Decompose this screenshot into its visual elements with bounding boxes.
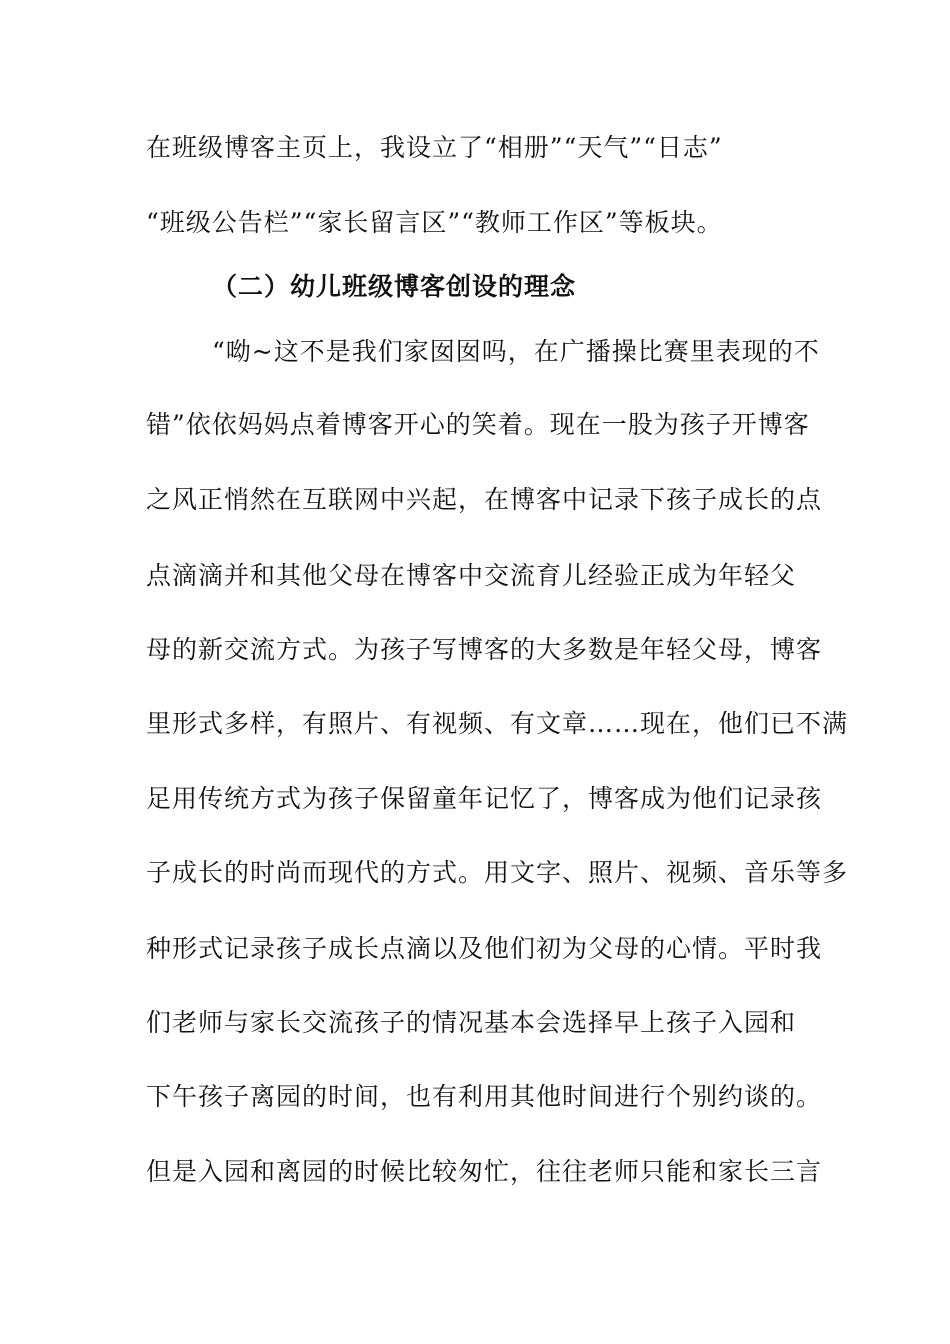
paragraph-line: “班级公告栏”“家长留言区”“教师工作区”等板块。 [146,208,723,237]
paragraph-line: 在班级博客主页上，我设立了“相册”“天气”“日志” [146,133,723,162]
paragraph-line: 错”依依妈妈点着博客开心的笑着。现在一股为孩子开博客 [146,410,810,439]
paragraph-line: 足用传统方式为孩子保留童年记忆了，博客成为他们记录孩 [146,784,823,813]
paragraph-line: 下午孩子离园的时间，也有利用其他时间进行个别约谈的。 [146,1082,823,1111]
paragraph-line: 母的新交流方式。为孩子写博客的大多数是年轻父母，博客 [146,635,823,664]
paragraph-line: 之风正悄然在互联网中兴起，在博客中记录下孩子成长的点 [146,485,823,514]
paragraph-line: 种形式记录孩子成长点滴以及他们初为父母的心情。平时我 [146,934,823,963]
paragraph-line: 点滴滴并和其他父母在博客中交流育儿经验正成为年轻父 [146,561,797,590]
paragraph-line: 子成长的时尚而现代的方式。用文字、照片、视频、音乐等多 [146,858,849,887]
section-heading: （二）幼儿班级博客创设的理念 [212,272,577,301]
paragraph-line: “呦~这不是我们家囡囡吗，在广播操比赛里表现的不 [212,337,820,366]
paragraph-line: 但是入园和离园的时候比较匆忙，往往老师只能和家长三言 [146,1157,823,1186]
paragraph-line: 们老师与家长交流孩子的情况基本会选择早上孩子入园和 [146,1008,797,1037]
paragraph-line: 里形式多样，有照片、有视频、有文章……现在，他们已不满 [146,709,849,738]
